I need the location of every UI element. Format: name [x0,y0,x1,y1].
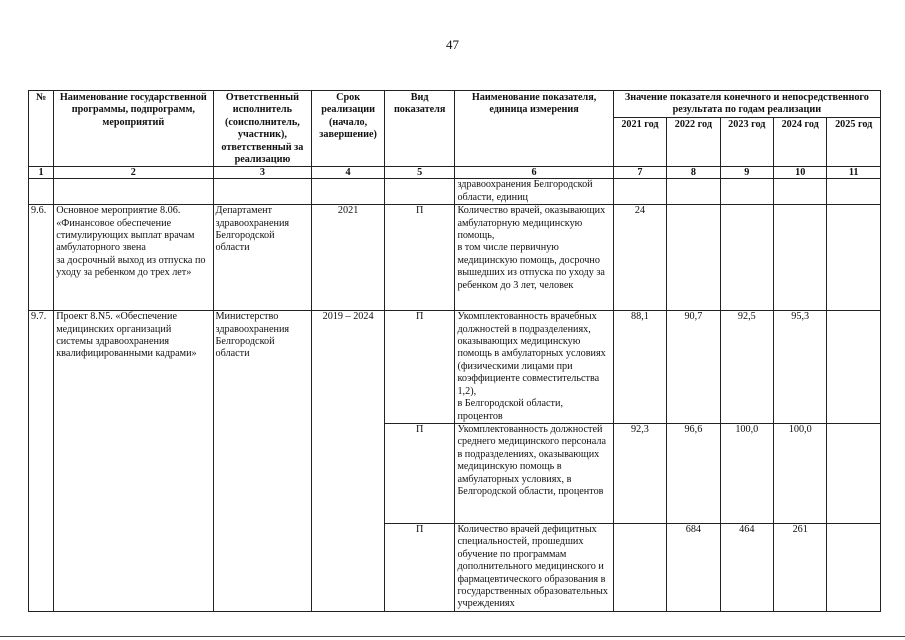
row-program: Проект 8.N5. «Обеспечение медицинских организаций системы здравоохранения квалифицированными кадрами» [54,311,213,612]
value-2024: 100,0 [774,423,827,523]
column-number: 5 [384,167,455,179]
value-2022: 684 [667,523,720,611]
row-period: 2021 [312,205,385,311]
table-row [29,205,881,311]
page-number: 47 [446,37,459,52]
indicator-name: Количество врачей, оказывающих амбулаторную медицинскую помощь, в том числе первичную медицинскую помощь, досрочно вышедших из отпуска по уходу за ребенком до 3 лет, человек [455,205,613,311]
value-2021 [613,523,666,611]
row-program: Основное мероприятие 8.06. «Финансовое обеспечение стимулирующих выплат врачам амбулаторного звена за досрочный выход из отпуска по уходу за ребенком до трех лет» [54,205,213,311]
column-number: 2 [54,167,213,179]
value-2025 [827,423,881,523]
value-2024: 261 [774,523,827,611]
header-period: Срок реализации (начало, завершение) [312,91,385,167]
program-table [28,90,881,612]
value-2022: 96,6 [667,423,720,523]
indicator-type: П [384,423,455,523]
value-2023: 92,5 [720,311,773,424]
column-number: 10 [774,167,827,179]
value-2025 [827,523,881,611]
header-program: Наименование государственной программы, подпрограмм, мероприятий [54,91,213,167]
indicator-type: П [384,523,455,611]
value-2021: 88,1 [613,311,666,424]
indicator-type: П [384,205,455,311]
header-year: 2021 год [613,117,666,167]
header-year: 2022 год [667,117,720,167]
value-2021: 24 [613,205,666,311]
column-number: 3 [213,167,312,179]
header-year: 2024 год [774,117,827,167]
value-2025 [827,205,881,311]
header-indicator: Наименование показателя, единица измерения [455,91,613,167]
indicator-type: П [384,311,455,424]
value-2022: 90,7 [667,311,720,424]
row-period: 2019 – 2024 [312,311,385,612]
header-num: № [29,91,54,167]
indicator-name: здравоохранения Белгородской области, единиц [455,179,613,205]
continuation-row [29,179,881,205]
column-number: 9 [720,167,773,179]
column-number: 6 [455,167,613,179]
indicator-name: Укомплектованность должностей среднего медицинского персонала в подразделениях, оказывающих медицинскую помощь в амбулаторных условиях, в Белгородской области, процентов [455,423,613,523]
page-edge-line [0,636,905,637]
column-number: 7 [613,167,666,179]
row-num: 9.6. [29,205,54,311]
value-2023 [720,205,773,311]
column-number: 1 [29,167,54,179]
column-number: 4 [312,167,385,179]
value-2024 [774,205,827,311]
header-values-group: Значение показателя конечного и непосредственного результата по годам реализации [613,91,880,118]
value-2024: 95,3 [774,311,827,424]
indicator-name: Укомплектованность врачебных должностей в подразделениях, оказывающих медицинскую помощь в амбулаторных условиях (физическими лицами при коэффициенте совместительства 1,2), в Белгородской области, процентов [455,311,613,424]
header-year: 2023 год [720,117,773,167]
column-number: 11 [827,167,881,179]
row-executor: Министерство здравоохранения Белгородской области [213,311,312,612]
column-number: 8 [667,167,720,179]
header-year: 2025 год [827,117,881,167]
header-executor: Ответственный исполнитель (соисполнитель, участник), ответственный за реализацию [213,91,312,167]
value-2023: 464 [720,523,773,611]
value-2021: 92,3 [613,423,666,523]
row-executor: Департамент здравоохранения Белгородской области [213,205,312,311]
row-num: 9.7. [29,311,54,612]
value-2022 [667,205,720,311]
header-type: Вид показателя [384,91,455,167]
value-2023: 100,0 [720,423,773,523]
indicator-name: Количество врачей дефицитных специальностей, прошедших обучение по программам дополнительного медицинского и фармацевтического образования в государственных образовательных учреждениях [455,523,613,611]
table-row [29,311,881,424]
header-row [29,91,881,118]
column-numbers-row [29,167,881,179]
value-2025 [827,311,881,424]
